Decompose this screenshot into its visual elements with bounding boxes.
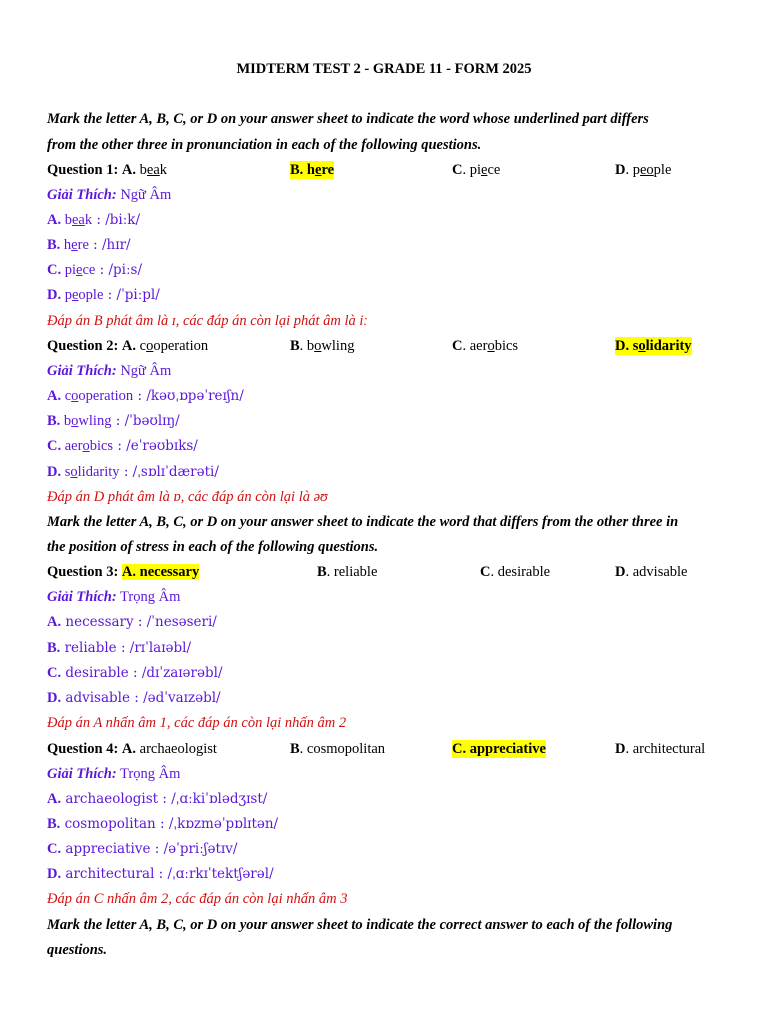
explanation-item: D. architectural : /ˌɑːrkɪˈtektʃərəl/ xyxy=(47,866,274,882)
answer-note: Đáp án B phát âm là ɪ, các đáp án còn lại phát âm là iː xyxy=(47,313,368,329)
explanation-item: B. reliable : /rɪˈlaɪəbl/ xyxy=(47,640,192,656)
option-c: C. aerobics xyxy=(452,338,519,354)
question-2: Question 2: A. cooperation B. bowling C. aerobics D. solidarity xyxy=(47,338,692,354)
question-1: Question 1: A. beak B. here C. piece D. people xyxy=(47,162,672,178)
explanation-item: C. appreciative : /əˈpriːʃətɪv/ xyxy=(47,841,238,857)
explanation-item: C. desirable : /dɪˈzaɪərəbl/ xyxy=(47,665,223,681)
explanation-item: D. people : /ˈpiːpl/ xyxy=(47,287,160,303)
explanation-item: A. beak : /biːk/ xyxy=(47,212,141,228)
explanation-heading: Giải Thích: Trọng Âm xyxy=(47,589,181,605)
underlined-part: ea xyxy=(146,162,160,178)
section3-instruction-line1: Mark the letter A, B, C, or D on your answer sheet to indicate the correct answer to each of the following xyxy=(47,917,673,933)
question-label: Question 2: xyxy=(47,338,119,354)
correct-option-highlight: C. appreciative xyxy=(452,741,546,757)
explanation-item: A. archaeologist : /ˌɑːkiˈɒlədʒɪst/ xyxy=(47,791,268,807)
page-title: MIDTERM TEST 2 - GRADE 11 - FORM 2025 xyxy=(236,61,532,77)
section2-instruction-line2: the position of stress in each of the following questions. xyxy=(47,539,379,555)
explanation-item: B. here : /hɪr/ xyxy=(47,237,131,253)
option-letter: A. xyxy=(121,162,137,178)
explanation-item: D. solidarity : /ˌsɒlɪˈdærəti/ xyxy=(47,464,219,480)
explanation-item: C. aerobics : /eˈrəʊbɪks/ xyxy=(47,438,198,454)
option-d: D. people xyxy=(615,162,672,178)
option-c: C. desirable xyxy=(480,564,551,580)
option-b: B. reliable xyxy=(317,564,378,580)
explanation-item: C. piece : /piːs/ xyxy=(47,262,142,278)
answer-note: Đáp án C nhấn âm 2, các đáp án còn lại nhấn âm 3 xyxy=(47,891,348,907)
correct-option-highlight: B. here xyxy=(290,162,335,178)
explanation-item: A. necessary : /ˈnesəseri/ xyxy=(47,614,217,630)
correct-option-highlight: A. necessary xyxy=(121,564,200,580)
question-label: Question 3: xyxy=(47,564,119,580)
option-b: B. cosmopolitan xyxy=(290,741,386,757)
section2-instruction-line1: Mark the letter A, B, C, or D on your answer sheet to indicate the word that differs from the other three in xyxy=(47,514,679,530)
section1-instruction-line1: Mark the letter A, B, C, or D on your answer sheet to indicate the word whose underlined part differs xyxy=(47,111,649,127)
option-c: C. piece xyxy=(452,162,501,178)
question-4: Question 4: A. archaeologist B. cosmopolitan C. appreciative D. architectural xyxy=(47,741,706,757)
explanation-item: D. advisable : /ədˈvaɪzəbl/ xyxy=(47,690,221,706)
explanation-heading: Giải Thích: Ngữ Âm xyxy=(47,187,172,203)
explanation-heading: Giải Thích: Ngữ Âm xyxy=(47,363,172,379)
explanation-item: B. bowling : /ˈbəʊlɪŋ/ xyxy=(47,413,180,429)
question-label: Question 1: xyxy=(47,162,119,178)
correct-option-highlight: D. solidarity xyxy=(615,338,692,354)
section3-instruction-line2: questions. xyxy=(47,942,108,958)
section1-instruction-line2: from the other three in pronunciation in each of the following questions. xyxy=(47,137,482,153)
question-3 xyxy=(47,563,737,581)
explanation-heading: Giải Thích: Trọng Âm xyxy=(47,766,181,782)
option-d: D. advisable xyxy=(615,564,688,580)
explanation-item: A. cooperation : /kəʊˌɒpəˈreɪʃn/ xyxy=(47,388,244,404)
option-d: D. architectural xyxy=(615,741,706,757)
explanation-item: B. cosmopolitan : /ˌkɒzməˈpɒlɪtən/ xyxy=(47,816,279,832)
answer-note: Đáp án D phát âm là ɒ, các đáp án còn lại là əʊ xyxy=(47,489,328,505)
question-label: Question 4: xyxy=(47,741,119,757)
option-b: B. bowling xyxy=(290,338,355,354)
answer-note: Đáp án A nhấn âm 1, các đáp án còn lại nhấn âm 2 xyxy=(47,715,347,731)
